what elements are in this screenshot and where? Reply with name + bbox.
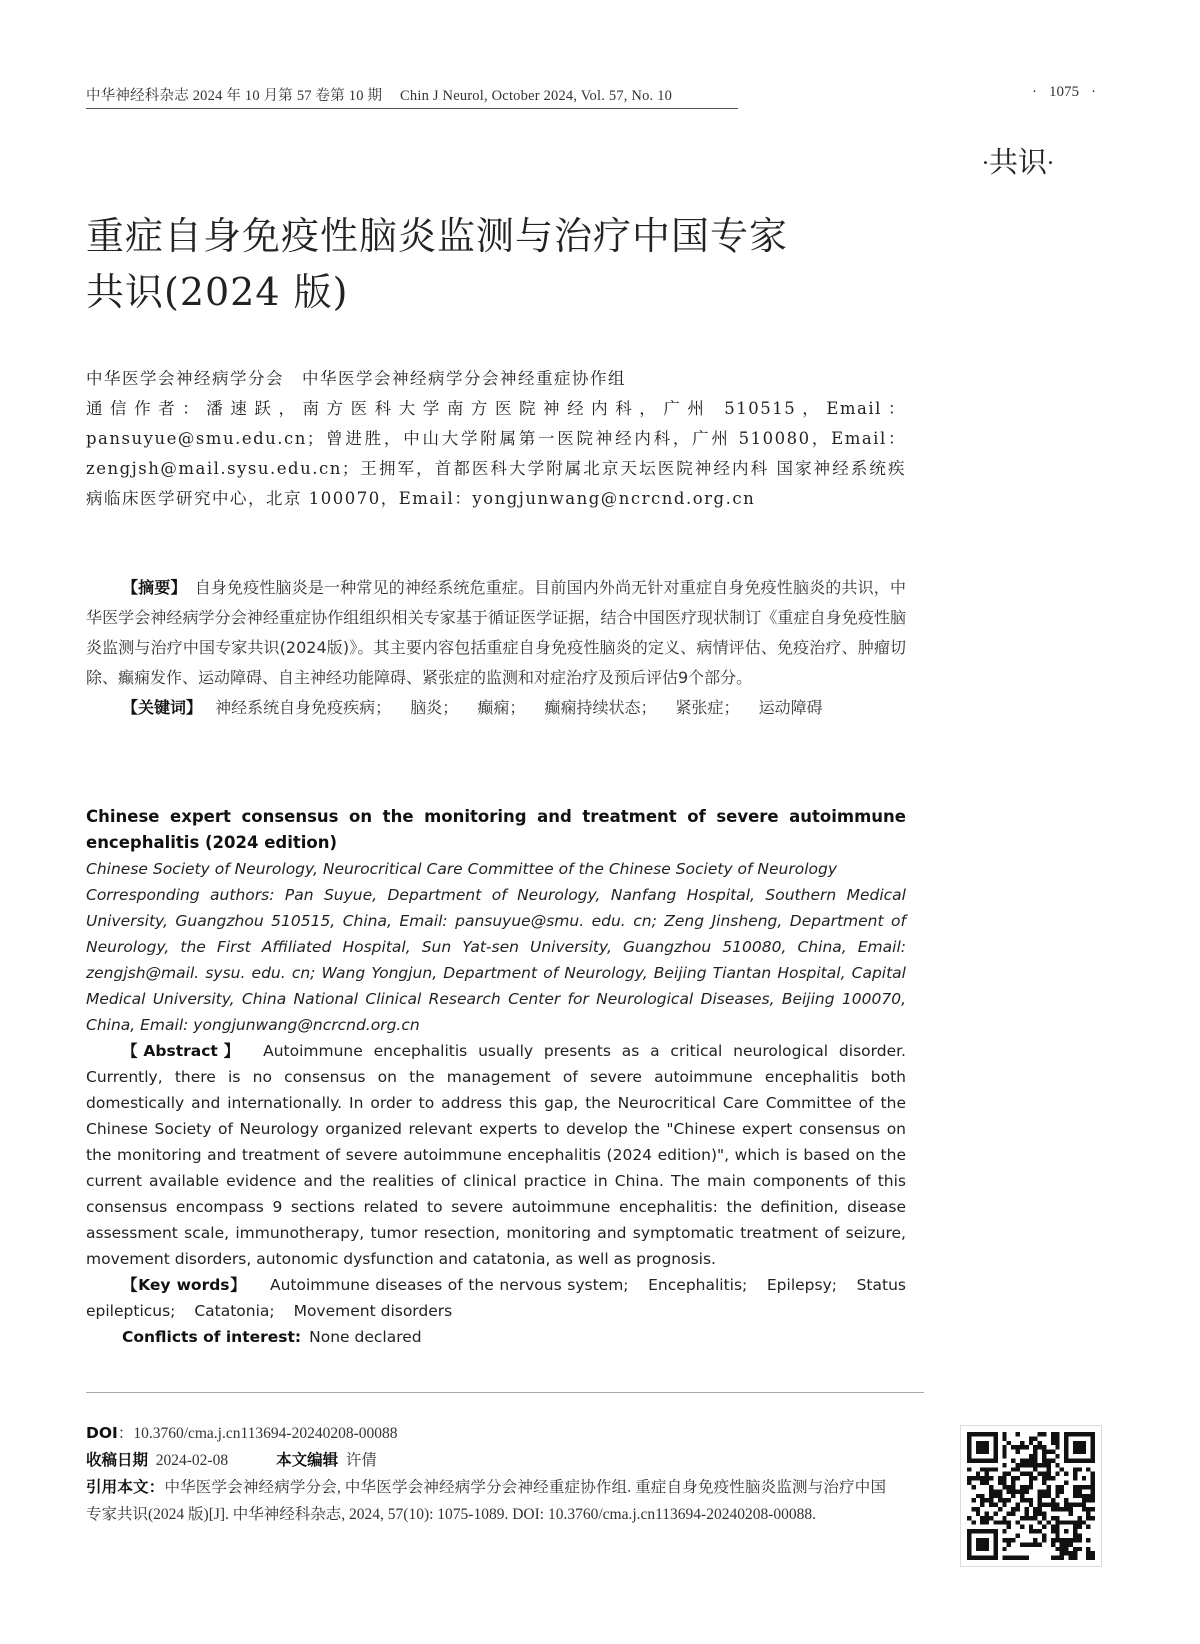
abstract-en-label: 【Abstract】 bbox=[122, 1042, 246, 1060]
running-head bbox=[86, 84, 738, 109]
abstract-en-text: Autoimmune encephalitis usually presents as a critical neurological disorder. Currently, there is no consensus on the management of severe autoimmune encephalitis both domestically and internationally. In order to address this gap, the Neurocritical Care Committee of the Chinese Society of Neurology organized relevant experts to develop the "Chinese expert consensus on the monitoring and treatment of severe autoimmune encephalitis (2024 edition)", which is based on the current available evidence and the realities of clinical practice in China. The main components of this consensus encompass 9 sections related to severe autoimmune encephalitis: the definition, disease assessment scale, immunotherapy, tumor resection, monitoring and symptomatic treatment of seizure, movement disorders, autonomic dysfunction and catatonia, as well as prognosis. bbox=[86, 1042, 906, 1268]
keyword-cn: 运动障碍 bbox=[758, 698, 823, 717]
abstract-en-paragraph bbox=[86, 1038, 906, 1272]
correspondence-en: Corresponding authors: Pan Suyue, Department of Neurology, Nanfang Hospital, Southern Medical University, Guangzhou 510515, China, Email: pansuyue@smu. edu. cn; Zeng Jinsheng, Department of Neurology, the First Affiliated Hospital, Sun Yat-sen University, Guangzhou 510080, China, Email: zengjsh@mail. sysu. edu. cn; Wang Yongjun, Department of Neurology, Beijing Tiantan Hospital, Capital Medical University, China National Clinical Research Center for Neurological Diseases, Beijing 100070, China, Email: yongjunwang@ncrcnd.org.cn bbox=[86, 886, 906, 1034]
conflicts-label: Conflicts of interest: bbox=[122, 1328, 302, 1346]
keyword-en: Catatonia; bbox=[194, 1302, 275, 1320]
cite-label: 引用本文： bbox=[86, 1478, 165, 1496]
editor-value: 许倩 bbox=[345, 1452, 377, 1469]
section-tag-label: 共识 bbox=[989, 145, 1048, 179]
author-groups-cn: 中华医学会神经病学分会 中华医学会神经病学分会神经重症协作组 bbox=[86, 369, 626, 388]
received-label: 收稿日期 bbox=[86, 1451, 149, 1469]
keyword-cn: 神经系统自身免疫疾病； bbox=[215, 698, 392, 717]
keywords-en-label: 【Key words】 bbox=[122, 1276, 247, 1294]
title-cn-line-1: 重症自身免疫性脑炎监测与治疗中国专家 bbox=[86, 214, 789, 258]
abstract-cn-label: 【摘要】 bbox=[122, 578, 187, 597]
journal-cn: 中华神经科杂志 2024 年 10 月第 57 卷第 10 期 bbox=[86, 88, 383, 104]
page-number: · 1075 · bbox=[1032, 84, 1096, 100]
title-cn bbox=[86, 208, 906, 320]
page-number-value: 1075 bbox=[1049, 84, 1079, 100]
abstract-en bbox=[86, 1038, 906, 1350]
doi-label: DOI bbox=[86, 1424, 118, 1442]
title-en-line-2: encephalitis (2024 edition) bbox=[86, 833, 338, 852]
journal-en: Chin J Neurol, October 2024, Vol. 57, No. 10 bbox=[400, 88, 673, 104]
abstract-cn bbox=[86, 573, 906, 723]
keyword-en: Epilepsy; bbox=[766, 1276, 837, 1294]
received-line bbox=[86, 1447, 926, 1474]
author-groups-en: Chinese Society of Neurology, Neurocritical Care Committee of the Chinese Society of Neurology bbox=[86, 860, 838, 878]
authors-en bbox=[86, 856, 906, 1038]
keyword-cn: 癫痫； bbox=[477, 698, 526, 717]
received-value: 2024-02-08 bbox=[155, 1452, 229, 1469]
correspondence-cn: 通信作者：潘速跃，南方医科大学南方医院神经内科，广州 510515，Email：pansuyue@smu.edu.cn；曾进胜，中山大学附属第一医院神经内科，广州 510080，Email：zengjsh@mail.sysu.edu.cn；王拥军，首都医科大学附属北京天坛医院神经内科 国家神经系统疾病临床医学研究中心，北京 100070，Email：yongjunwang@ncrcnd.org.cn bbox=[86, 399, 906, 508]
keyword-en: Encephalitis; bbox=[648, 1276, 748, 1294]
section-tag: ·共识· bbox=[982, 145, 1055, 179]
cite-text: 中华医学会神经病学分会, 中华医学会神经病学分会神经重症协作组. 重症自身免疫性脑炎监测与治疗中国专家共识(2024 版)[J]. 中华神经科杂志, 2024, 57(10): 1075-1089. DOI: 10.3760/cma.j.cn113694-20240208-00088. bbox=[86, 1479, 886, 1523]
title-cn-line-2: 共识(2024 版) bbox=[86, 270, 349, 314]
conflicts-of-interest bbox=[86, 1324, 906, 1350]
qr-code-icon bbox=[967, 1432, 1095, 1560]
authors-cn bbox=[86, 364, 906, 514]
doi-value[interactable]: ：10.3760/cma.j.cn113694-20240208-00088 bbox=[117, 1425, 398, 1442]
citation bbox=[86, 1474, 886, 1528]
keyword-cn: 脑炎； bbox=[410, 698, 459, 717]
keywords-cn bbox=[86, 693, 906, 723]
doi-line bbox=[86, 1420, 926, 1447]
keyword-en: Autoimmune diseases of the nervous system; bbox=[269, 1276, 629, 1294]
keywords-en bbox=[86, 1272, 906, 1324]
conflicts-value: None declared bbox=[309, 1328, 422, 1346]
keywords-cn-label: 【关键词】 bbox=[122, 698, 203, 717]
keyword-en: Movement disorders bbox=[293, 1302, 453, 1320]
footer-divider bbox=[86, 1392, 924, 1393]
editor-label: 本文编辑 bbox=[276, 1451, 339, 1469]
abstract-cn-text: 自身免疫性脑炎是一种常见的神经系统危重症。目前国内外尚无针对重症自身免疫性脑炎的共识，中华医学会神经病学分会神经重症协作组组织相关专家基于循证医学证据，结合中国医疗现状制订《重症自身免疫性脑炎监测与治疗中国专家共识(2024版)》。其主要内容包括重症自身免疫性脑炎的定义、病情评估、免疫治疗、肿瘤切除、癫痫发作、运动障碍、自主神经功能障碍、紧张症的监测和对症治疗及预后评估9个部分。 bbox=[86, 578, 906, 687]
title-en bbox=[86, 804, 906, 856]
keyword-en: Status epilepticus; bbox=[86, 1276, 906, 1320]
footer-meta bbox=[86, 1420, 926, 1528]
abstract-cn-paragraph bbox=[86, 573, 906, 693]
keyword-cn: 癫痫持续状态； bbox=[544, 698, 657, 717]
title-en-line-1: Chinese expert consensus on the monitoring and treatment of severe autoimmune bbox=[86, 807, 906, 826]
qr-code[interactable] bbox=[960, 1425, 1102, 1567]
keyword-cn: 紧张症； bbox=[675, 698, 740, 717]
